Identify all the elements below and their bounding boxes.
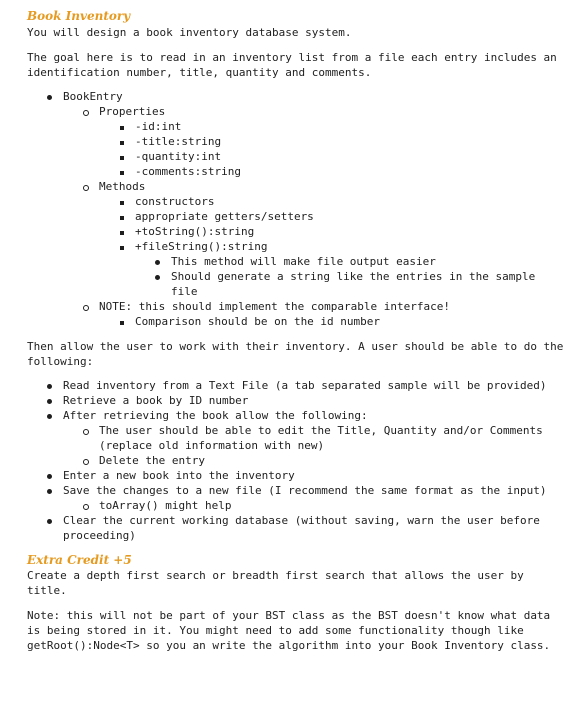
circle-bullet-icon [83,504,89,510]
extra-credit-heading: Extra Credit +5 [27,553,132,567]
circle-bullet-icon [83,110,89,116]
then-paragraph: Then allow the user to work with their inventory. A user should be able to do the following: [27,340,564,368]
filestring-note: This method will make file output easier [171,255,436,268]
property-item: -title:string [135,135,222,148]
method-item: constructors [135,195,215,208]
note-sub-item: Comparison should be on the id number [135,315,381,328]
disc-bullet-icon [47,474,52,479]
feature-item: Read inventory from a Text File (a tab separated sample will be provided) [63,379,547,392]
feature-item: Retrieve a book by ID number [63,394,249,407]
disc-bullet-icon [155,260,160,265]
square-bullet-icon [120,321,124,325]
circle-bullet-icon [83,185,89,191]
square-bullet-icon [120,126,124,130]
circle-bullet-icon [83,429,89,435]
feature-sub-item: The user should be able to edit the Title, Quantity and/or Comments (replace old information with new) [99,424,543,452]
feature-item: Enter a new book into the inventory [63,469,295,482]
square-bullet-icon [120,141,124,145]
property-item: -comments:string [135,165,241,178]
goal-paragraph: The goal here is to read in an inventory list from a file each entry includes an identification number, title, quantity and comments. [27,51,557,79]
filestring-note: Should generate a string like the entries in the sample file [171,270,536,298]
square-bullet-icon [120,231,124,235]
method-item: +toString():string [135,225,255,238]
feature-item: Clear the current working database (without saving, warn the user before proceeding) [63,514,540,542]
property-item: -id:int [135,120,182,133]
disc-bullet-icon [47,95,52,100]
disc-bullet-icon [47,399,52,404]
intro-paragraph: You will design a book inventory database system. [27,26,352,39]
disc-bullet-icon [47,384,52,389]
feature-sub-item: Delete the entry [99,454,205,467]
square-bullet-icon [120,171,124,175]
method-item: appropriate getters/setters [135,210,314,223]
disc-bullet-icon [155,275,160,280]
square-bullet-icon [120,156,124,160]
square-bullet-icon [120,216,124,220]
extra-credit-paragraph: Create a depth first search or breadth first search that allows the user by title. [27,569,524,597]
feature-sub-item: toArray() might help [99,499,232,512]
outline-bookentry: BookEntry [63,90,123,103]
property-item: -quantity:int [135,150,222,163]
square-bullet-icon [120,246,124,250]
disc-bullet-icon [47,489,52,494]
outline-methods: Methods [99,180,146,193]
disc-bullet-icon [47,414,52,419]
feature-item: After retrieving the book allow the following: [63,409,368,422]
disc-bullet-icon [47,519,52,524]
outline-properties: Properties [99,105,166,118]
extra-credit-note: Note: this will not be part of your BST class as the BST doesn't know what data is being stored in it. You might need to add some functionality though like getRoot():Node<T> so you an write the algorithm into your Book Inventory class. [27,609,551,652]
page-title: Book Inventory [27,9,131,23]
feature-item: Save the changes to a new file (I recommend the same format as the input) [63,484,547,497]
circle-bullet-icon [83,459,89,465]
square-bullet-icon [120,201,124,205]
method-item: +fileString():string [135,240,268,253]
outline-note: NOTE: this should implement the comparable interface! [99,300,450,313]
circle-bullet-icon [83,305,89,311]
